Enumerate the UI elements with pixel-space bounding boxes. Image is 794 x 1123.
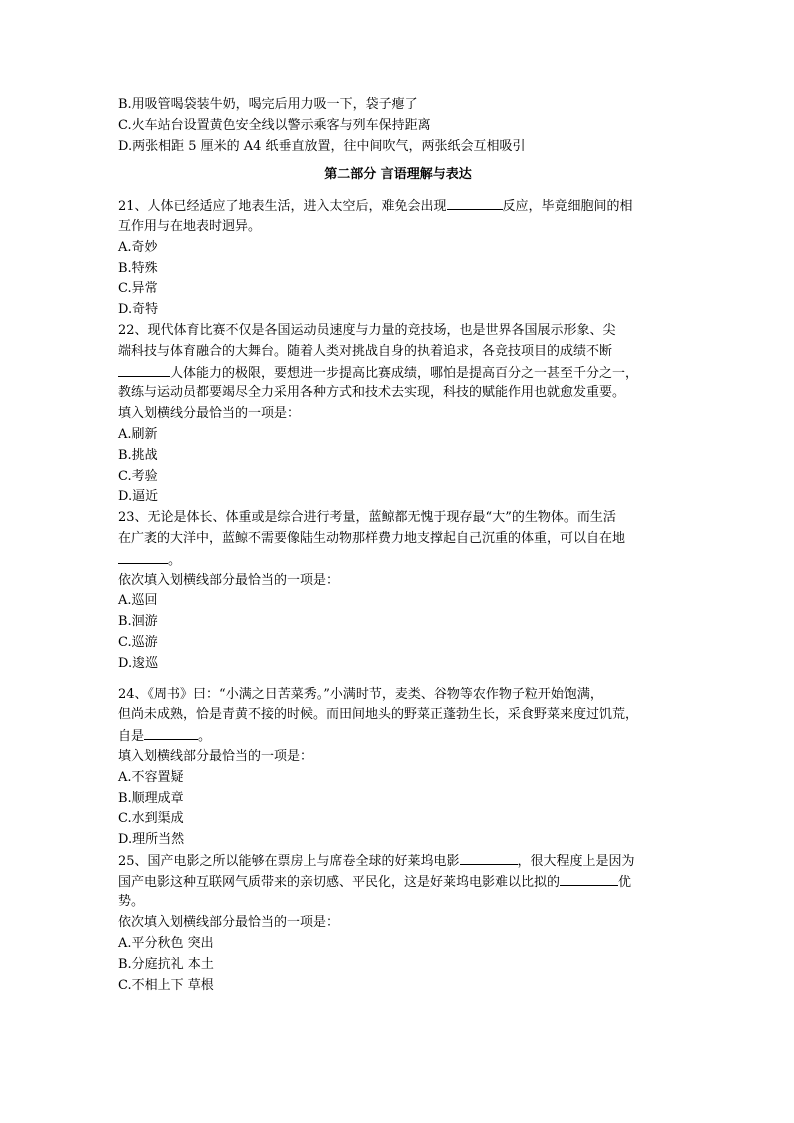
answer-option: D.逡巡 bbox=[118, 655, 159, 671]
question-text-line: 22、现代体育比赛不仅是各国运动员速度与力量的竞技场，也是世界各国展示形象、尖 bbox=[118, 322, 616, 338]
answer-option: A.平分秋色 突出 bbox=[118, 936, 214, 952]
question-text-line: 势。 bbox=[118, 894, 145, 910]
question-text-line: 教练与运动员都要竭尽全力采用各种方式和技术去实现，科技的赋能作用也就愈发重要。 bbox=[118, 385, 626, 401]
question-text-line: 互作用与在地表时迥异。 bbox=[118, 218, 262, 234]
answer-blank bbox=[560, 872, 618, 886]
answer-option: A.刷新 bbox=[118, 426, 158, 442]
question-text-line: 在广袤的大洋中，蓝鲸不需要像陆生动物那样费力地支撑起自己沉重的体重，可以自在地 bbox=[118, 530, 626, 546]
answer-option: C.考验 bbox=[118, 468, 158, 484]
question-text-line: 但尚未成熟，恰是青黄不接的时候。而田间地头的野菜正蓬勃生长，采食野菜来度过饥荒， bbox=[118, 707, 639, 723]
answer-option: B.特殊 bbox=[118, 260, 158, 276]
answer-option: C.水到渠成 bbox=[118, 811, 184, 827]
question-text-line: 23、无论是体长、体重或是综合进行考量，蓝鲸都无愧于现存最“大”的生物体。而生活 bbox=[118, 510, 616, 526]
option-line: D.两张相距 5 厘米的 A4 纸垂直放置，往中间吹气，两张纸会互相吸引 bbox=[118, 138, 526, 154]
section-title: 第二部分 言语理解与表达 bbox=[324, 167, 472, 183]
answer-option: B.挑战 bbox=[118, 447, 158, 463]
answer-option: A.不容置疑 bbox=[118, 769, 184, 785]
answer-blank bbox=[447, 196, 503, 210]
question-text-line: 25、国产电影之所以能够在票房上与席卷全球的好莱坞电影 ，很大程度上是因为 bbox=[118, 851, 678, 872]
answer-blank bbox=[144, 726, 198, 740]
question-text-line: 21、人体已经适应了地表生活，进入太空后，难免会出现 反应，毕竟细胞间的相 bbox=[118, 196, 678, 217]
question-22 bbox=[118, 321, 678, 508]
answer-option: A.奇妙 bbox=[118, 239, 158, 255]
answer-option: B.洄游 bbox=[118, 614, 158, 630]
question-21 bbox=[118, 196, 678, 321]
answer-option: C.不相上下 草根 bbox=[118, 977, 214, 993]
question-text-line: 自是 。 bbox=[118, 726, 678, 747]
option-line: B.用吸管喝袋装牛奶，喝完后用力吸一下，袋子瘪了 bbox=[118, 97, 418, 112]
question-prompt: 依次填入划横线部分最恰当的一项是： bbox=[118, 572, 340, 588]
question-prompt: 填入划横线部分最恰当的一项是： bbox=[118, 748, 314, 764]
answer-option: C.巡游 bbox=[118, 634, 158, 650]
question-prompt: 依次填入划横线部分最恰当的一项是： bbox=[118, 915, 340, 931]
document-content bbox=[118, 95, 678, 996]
answer-option: D.逼近 bbox=[118, 489, 159, 505]
answer-blank bbox=[118, 550, 168, 564]
question-25 bbox=[118, 851, 678, 997]
answer-blank bbox=[460, 851, 518, 865]
answer-blank bbox=[118, 363, 170, 377]
answer-option: C.异常 bbox=[118, 281, 158, 297]
answer-option: B.顺理成章 bbox=[118, 790, 184, 806]
question-text-line: 24、《周书》曰：“小满之日苦菜秀。”小满时节，麦类、谷物等农作物子粒开始饱满， bbox=[118, 686, 603, 702]
question-24 bbox=[118, 685, 678, 851]
question-text-line: 国产电影这种互联网气质带来的亲切感、平民化，这是好莱坞电影难以比拟的 优 bbox=[118, 872, 678, 893]
option-line: C.火车站台设置黄色安全线以警示乘客与列车保持距离 bbox=[118, 117, 431, 133]
answer-option: D.奇特 bbox=[118, 302, 159, 318]
question-text-line: 端科技与体育融合的大舞台。随着人类对挑战自身的执着追求，各竞技项目的成绩不断 bbox=[118, 343, 613, 359]
question-prompt: 填入划横线分最恰当的一项是： bbox=[118, 406, 301, 422]
question-text-line: 人体能力的极限，要想进一步提高比赛成绩，哪怕是提高百分之一甚至千分之一， bbox=[118, 363, 678, 384]
answer-option: A.巡回 bbox=[118, 593, 158, 609]
answer-option: B.分庭抗礼 本土 bbox=[118, 956, 214, 972]
question-text-line: 。 bbox=[118, 550, 678, 571]
question-23 bbox=[118, 508, 678, 674]
answer-option: D.理所当然 bbox=[118, 832, 185, 848]
spacer bbox=[118, 675, 678, 685]
